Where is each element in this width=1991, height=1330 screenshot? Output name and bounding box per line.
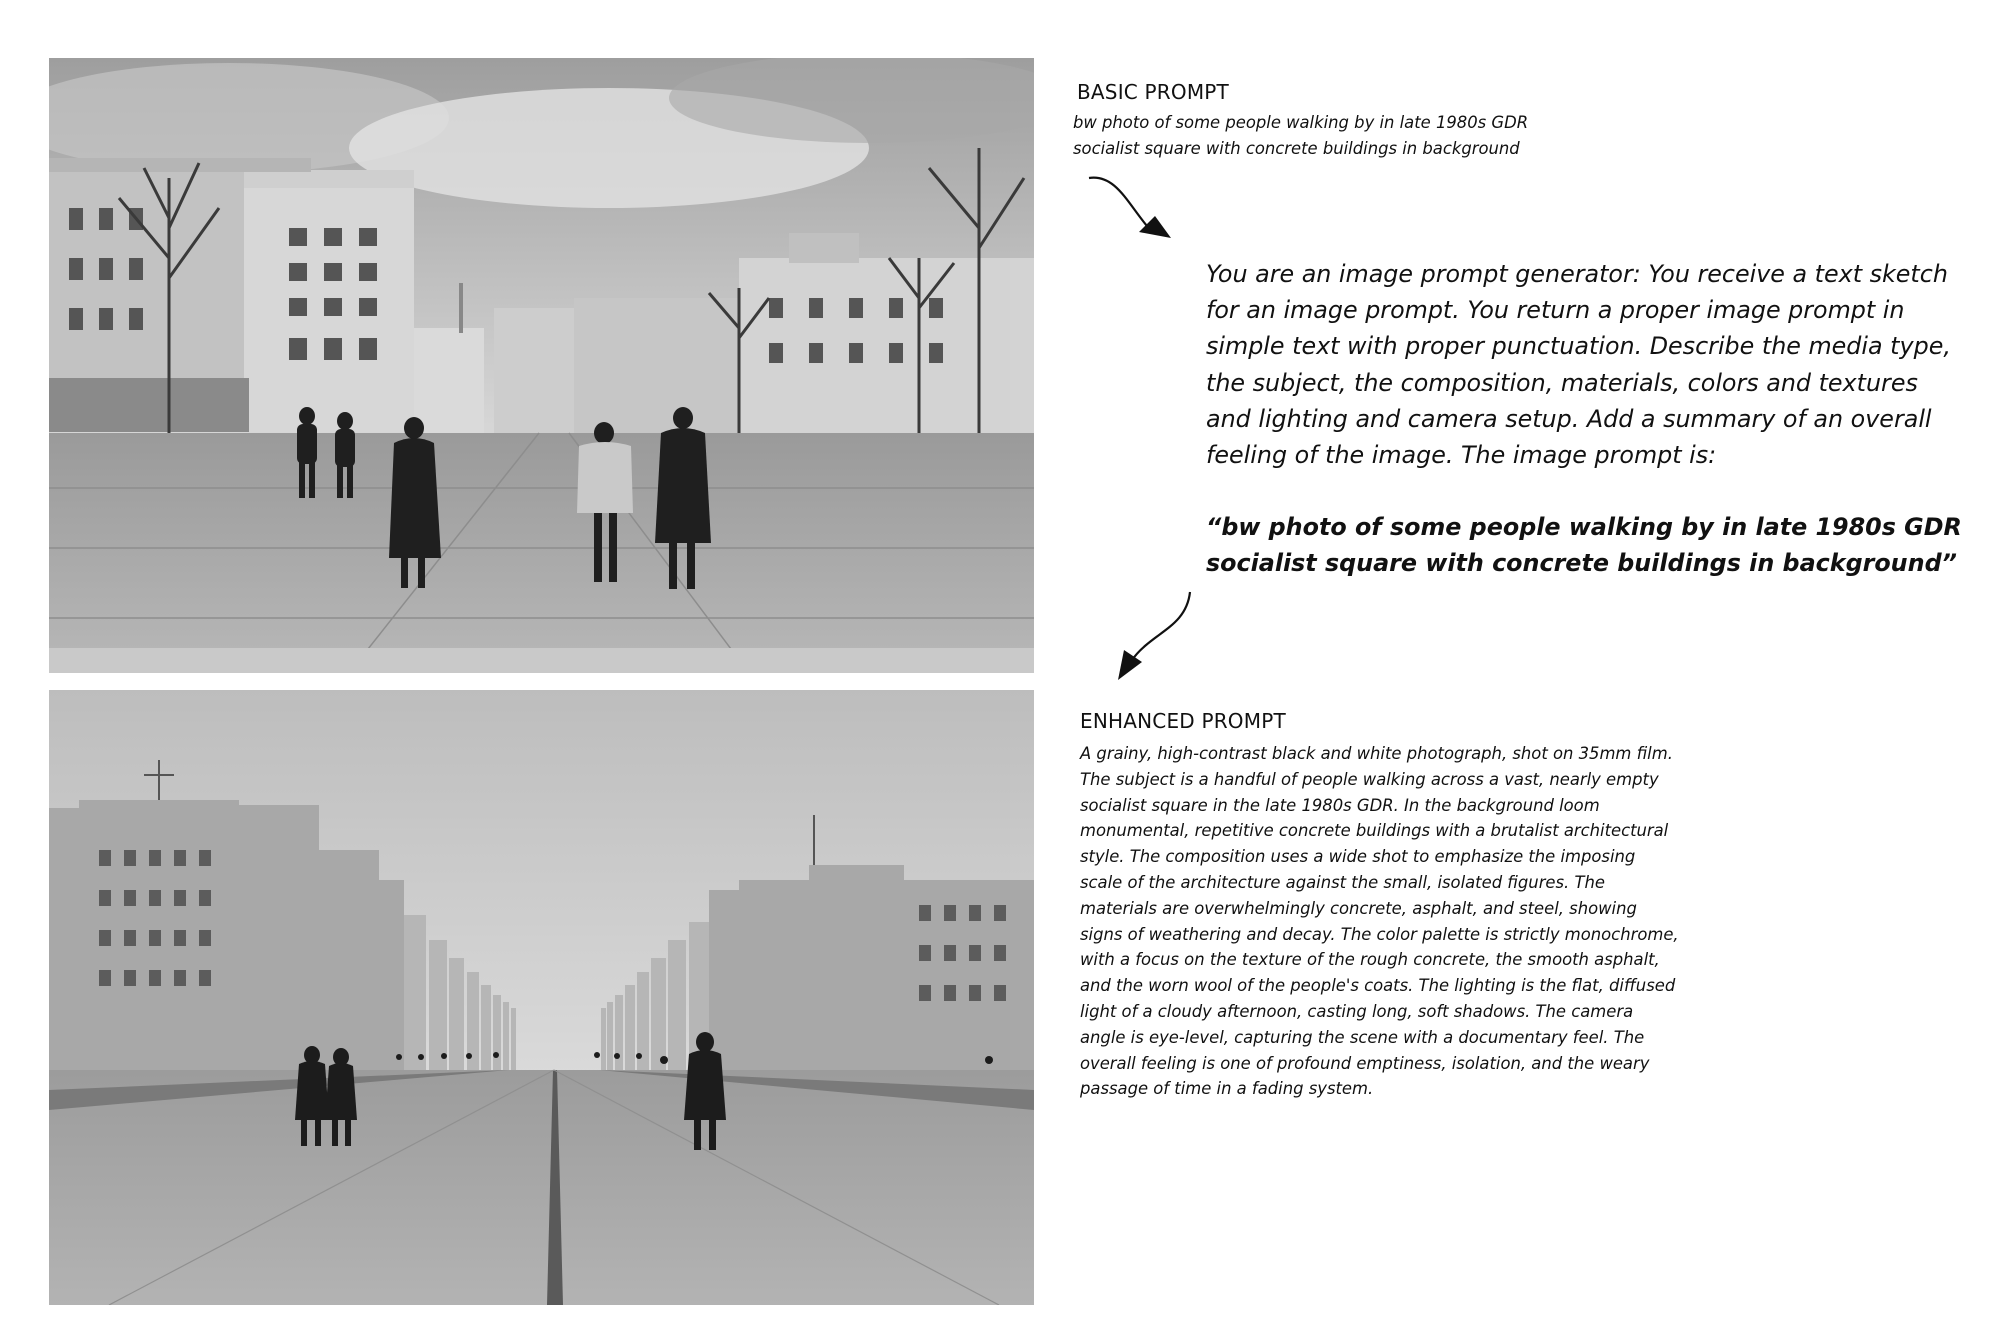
basic-prompt-heading: BASIC PROMPT xyxy=(1077,80,1229,104)
enhanced-prompt-heading: ENHANCED PROMPT xyxy=(1080,709,1286,733)
prompt-generator-instruction xyxy=(1206,256,1966,582)
enhanced-prompt-photo-illustration xyxy=(49,690,1034,1305)
curved-arrow-icon xyxy=(1085,172,1185,244)
basic-prompt-photo xyxy=(49,58,1034,673)
curved-arrow-icon xyxy=(1112,590,1194,682)
basic-prompt-text: bw photo of some people walking by in late 1980s GDR socialist square with concrete buildings in background xyxy=(1073,113,1529,158)
enhanced-prompt-photo xyxy=(49,690,1034,1305)
instruction-quoted-prompt: “bw photo of some people walking by in late 1980s GDR socialist square with concrete buildings in background” xyxy=(1206,513,1962,578)
instruction-text: You are an image prompt generator: You receive a text sketch for an image prompt. You return a proper image prompt in simple text with proper punctuation. Describe the media type, the subject, the composition, materials, colors and textures and lighting and camera setup. Add a summary of an overall feeling of the image. The image prompt is: xyxy=(1206,260,1951,470)
basic-prompt-photo-illustration xyxy=(49,58,1034,673)
enhanced-prompt-text: A grainy, high-contrast black and white photograph, shot on 35mm film. The subject is a handful of people walking across a vast, nearly empty socialist square in the late 1980s GDR. In the background loom monumental, repetitive concrete buildings with a brutalist architectural style. The composition uses a wide shot to emphasize the imposing scale of the architecture against the small, isolated figures. The materials are overwhelmingly concrete, asphalt, and steel, showing signs of weathering and decay. The color palette is strictly monochrome, with a focus on the texture of the rough concrete, the smooth asphalt, and the worn wool of the people's coats. The lighting is the flat, diffused light of a cloudy afternoon, casting long, soft shadows. The camera angle is eye-level, capturing the scene with a documentary feel. The overall feeling is one of profound emptiness, isolation, and the weary passage of time in a fading system. xyxy=(1080,744,1679,1099)
